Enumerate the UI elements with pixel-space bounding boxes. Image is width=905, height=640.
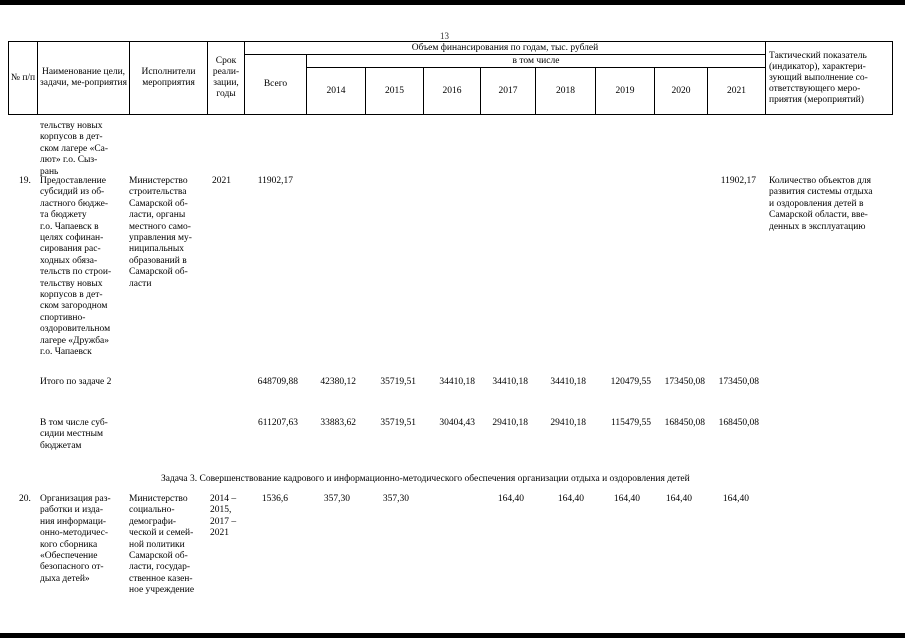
text-line: корпусов в дет- xyxy=(40,290,103,301)
header-exec-text: Исполнители мероприятия xyxy=(141,67,196,88)
header-num-text: № п/п xyxy=(10,72,36,83)
row20-value: 164,40 xyxy=(665,494,692,504)
header-exec xyxy=(129,41,208,115)
incl-local-value: 168450,08 xyxy=(718,418,759,428)
total-task2-value: 35719,51 xyxy=(380,377,416,387)
text-line: ственное казен- xyxy=(129,573,193,584)
incl-local-value: 30404,43 xyxy=(439,418,475,428)
row19-2021: 11902,17 xyxy=(720,176,756,186)
row20-value: 164,40 xyxy=(497,494,524,504)
text-line: Самарской области, вве- xyxy=(769,210,868,221)
text-line: ной политики xyxy=(129,539,185,550)
text-line: строительства xyxy=(129,187,187,198)
continued-text xyxy=(40,121,108,178)
text-line: ском лагере «Са- xyxy=(40,143,109,154)
text-line: спортивно- xyxy=(40,312,86,323)
text-line: ластного бюдже- xyxy=(40,198,109,209)
text-line: В том числе суб- xyxy=(40,418,108,428)
header-num xyxy=(8,41,38,115)
header-total-text: Всего xyxy=(263,79,288,89)
row19-term: 2021 xyxy=(212,176,231,186)
text-line: Министерство xyxy=(129,494,188,504)
row19-exec xyxy=(129,176,192,290)
row20-value: 164,40 xyxy=(722,494,749,504)
top-border xyxy=(0,0,905,5)
text-line: та бюджету xyxy=(40,210,87,221)
total-task2-label: Итого по задаче 2 xyxy=(40,377,112,387)
text-line: лагере «Дружба» xyxy=(40,335,110,346)
text-line: демографи- xyxy=(129,516,177,527)
text-line: корпусов в дет- xyxy=(40,132,103,143)
text-line: Организация раз- xyxy=(40,494,111,504)
year-label: 2015 xyxy=(385,85,404,96)
incl-local-label xyxy=(40,418,108,452)
text-line: 2017 – xyxy=(210,516,237,527)
row20-value: 357,30 xyxy=(323,494,350,504)
header-year xyxy=(306,67,366,115)
text-line: 2021 xyxy=(210,528,229,539)
row20-value: 1536,6 xyxy=(261,494,288,504)
header-incl-text: в том числе xyxy=(512,55,560,66)
incl-local-value: 29410,18 xyxy=(492,418,528,428)
row19-total: 11902,17 xyxy=(257,176,293,186)
text-line: дыха детей» xyxy=(40,573,90,584)
incl-local-value: 611207,63 xyxy=(257,418,298,428)
year-label: 2021 xyxy=(727,85,746,96)
year-label: 2017 xyxy=(498,85,518,96)
text-line: рань xyxy=(40,166,59,177)
total-task2-value: 42380,12 xyxy=(320,377,356,387)
row20-value: 164,40 xyxy=(557,494,584,504)
text-line: 2015, xyxy=(210,505,232,516)
header-indicator xyxy=(765,41,893,115)
header-term-text: Срок реали-зации, годы xyxy=(212,56,240,99)
row20-value: 164,40 xyxy=(613,494,640,504)
header-year xyxy=(365,67,424,115)
text-line: работки и изда- xyxy=(40,505,103,516)
text-line: ском загородном xyxy=(40,301,108,312)
text-line: ходных обяза- xyxy=(40,255,98,266)
row20-value: 357,30 xyxy=(382,494,409,504)
incl-local-value: 115479,55 xyxy=(610,418,651,428)
header-term xyxy=(207,41,245,115)
text-line: лют» г.о. Сыз- xyxy=(40,155,98,166)
text-line: развития системы отдыха xyxy=(769,187,873,198)
bottom-border xyxy=(0,633,905,638)
header-indicator-text: Тактический показатель (индикатор), характери-зующий выполнение со-ответствующего меро-приятия (мероприятий) xyxy=(769,50,868,105)
text-line: кого сборника xyxy=(40,539,98,550)
text-line: целях софинан- xyxy=(40,233,104,244)
text-line: оздоровительном xyxy=(40,324,111,335)
header-name-text: Наименование цели, задачи, ме-роприятия xyxy=(39,67,128,88)
text-line: тельств по строи- xyxy=(40,267,112,278)
text-line: сидии местным xyxy=(40,429,103,440)
text-line: бюджетам xyxy=(40,440,82,451)
text-line: онно-методичес- xyxy=(40,528,109,539)
row20-name xyxy=(40,494,111,585)
text-line: сирования рас- xyxy=(40,244,101,255)
header-year xyxy=(595,67,655,115)
row19-name xyxy=(40,176,111,359)
header-total xyxy=(244,54,307,115)
header-name xyxy=(37,41,130,115)
total-task2-value: 173450,08 xyxy=(664,377,705,387)
text-line: г.о. Чапаевск xyxy=(40,347,92,358)
header-year xyxy=(654,67,708,115)
text-line: ния информаци- xyxy=(40,516,107,527)
total-task2-value: 648709,88 xyxy=(257,377,298,387)
text-line: ческой и семей- xyxy=(129,528,194,539)
text-line: денных в эксплуатацию xyxy=(769,221,866,232)
text-line: тельству новых xyxy=(40,121,103,131)
text-line: Самарской об- xyxy=(129,198,188,209)
text-line: субсидий из об- xyxy=(40,187,105,198)
row20-term xyxy=(210,494,236,540)
row20-num: 20. xyxy=(19,494,31,504)
text-line: Самарской об- xyxy=(129,551,188,562)
text-line: Предоставление xyxy=(40,176,106,186)
total-task2-value: 34410,18 xyxy=(492,377,528,387)
incl-local-value: 29410,18 xyxy=(550,418,586,428)
text-line: ласти, государ- xyxy=(129,562,191,573)
text-line: управления му- xyxy=(129,233,192,244)
total-task2-value: 173450,08 xyxy=(718,377,759,387)
incl-local-value: 33883,62 xyxy=(320,418,356,428)
incl-local-value: 35719,51 xyxy=(380,418,416,428)
header-year xyxy=(480,67,536,115)
total-task2-value: 34410,18 xyxy=(439,377,475,387)
text-line: г.о. Чапаевск в xyxy=(40,221,99,232)
text-line: Самарской об- xyxy=(129,267,188,278)
year-label: 2020 xyxy=(671,85,691,96)
incl-local-value: 168450,08 xyxy=(664,418,705,428)
text-line: ласти xyxy=(129,278,152,289)
header-funding xyxy=(244,41,766,55)
header-year xyxy=(707,67,766,115)
row20-exec xyxy=(129,494,194,597)
year-label: 2016 xyxy=(442,85,462,96)
year-label: 2018 xyxy=(556,85,575,96)
year-label: 2014 xyxy=(326,85,346,96)
text-line: ное учреждение xyxy=(129,585,195,596)
text-line: образований в xyxy=(129,255,187,266)
row19-indicator xyxy=(769,176,873,233)
text-line: Министерство xyxy=(129,176,188,186)
text-line: безопасного от- xyxy=(40,562,104,573)
total-task2-value: 120479,55 xyxy=(610,377,651,387)
text-line: тельству новых xyxy=(40,278,103,289)
text-line: и оздоровления детей в xyxy=(769,198,864,209)
text-line: социально- xyxy=(129,505,175,516)
header-year xyxy=(423,67,481,115)
text-line: местного само- xyxy=(129,221,191,232)
total-task2-value: 34410,18 xyxy=(550,377,586,387)
page-number: 13 xyxy=(440,31,449,41)
text-line: Количество объектов для xyxy=(769,176,872,186)
text-line: ниципальных xyxy=(129,244,185,255)
header-year xyxy=(535,67,596,115)
text-line: ласти, органы xyxy=(129,210,186,221)
text-line: 2014 – xyxy=(210,494,237,504)
text-line: «Обеспечение xyxy=(40,551,98,562)
task3-title: Задача 3. Совершенствование кадрового и информационно-методического обеспечения организации отдыха и оздоровления детей xyxy=(161,474,690,484)
year-label: 2019 xyxy=(615,85,635,96)
header-incl xyxy=(306,54,766,68)
row19-num: 19. xyxy=(19,176,31,186)
header-funding-text: Объем финансирования по годам, тыс. рублей xyxy=(411,42,599,53)
